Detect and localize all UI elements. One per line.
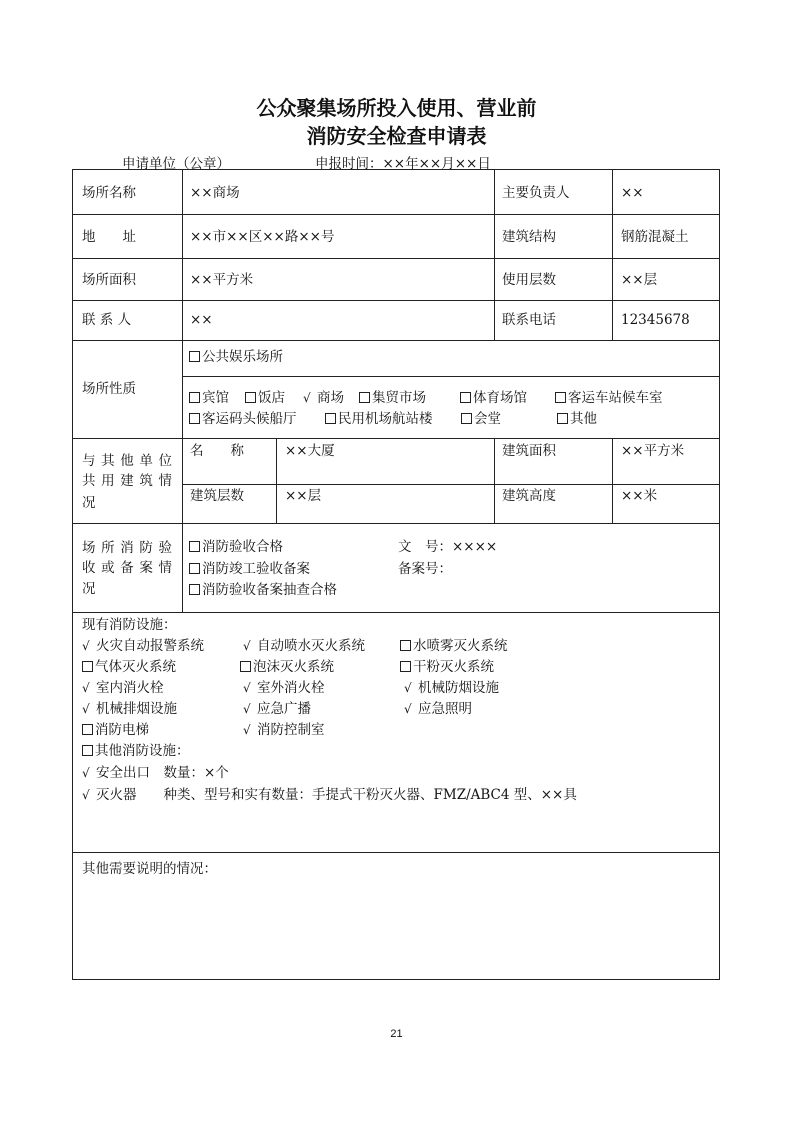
shared-area-value: ××平方米 bbox=[621, 443, 685, 459]
col-divider bbox=[612, 438, 613, 523]
row-divider bbox=[72, 214, 720, 215]
address-label: 地 址 bbox=[82, 229, 136, 245]
check-mark-icon: √ bbox=[243, 723, 251, 737]
checkbox-empty bbox=[82, 724, 93, 735]
option-item bbox=[245, 389, 285, 407]
checkbox-empty bbox=[359, 392, 370, 403]
checkbox-empty bbox=[82, 661, 93, 672]
option-item bbox=[400, 637, 508, 655]
shared-area-label: 建筑面积 bbox=[502, 443, 556, 459]
other-facilities: 其他消防设施： bbox=[82, 742, 190, 760]
check-mark-icon: √ bbox=[82, 702, 90, 716]
facilities-heading: 现有消防设施： bbox=[82, 617, 177, 633]
row-divider bbox=[72, 852, 720, 853]
form-title-line1: 公众聚集场所投入使用、营业前 bbox=[256, 96, 537, 120]
option-item bbox=[243, 637, 365, 655]
shared-floors-value: ××层 bbox=[285, 488, 322, 504]
check-mark-icon: √ bbox=[82, 681, 90, 695]
shared-building-label-3: 况 bbox=[82, 495, 96, 511]
check-mark-icon: √ bbox=[404, 702, 412, 716]
option-label: 泡沫灭火系统 bbox=[253, 659, 334, 675]
person-in-charge-value: ×× bbox=[621, 185, 644, 201]
option-item bbox=[189, 410, 297, 428]
checkbox-empty bbox=[189, 563, 200, 574]
acceptance-label-3: 况 bbox=[82, 581, 96, 597]
checkbox-empty bbox=[189, 351, 200, 362]
check-mark-icon: √ bbox=[243, 681, 251, 695]
option-label: 商场 bbox=[317, 390, 344, 406]
option-item bbox=[189, 389, 229, 407]
option-label: 干粉灭火系统 bbox=[413, 659, 494, 675]
check-mark-icon: √ bbox=[82, 766, 90, 780]
option-item bbox=[82, 721, 149, 739]
col-divider bbox=[612, 169, 613, 340]
check-mark-icon: √ bbox=[303, 391, 311, 405]
shared-name-label: 名 称 bbox=[190, 443, 244, 459]
option-item bbox=[461, 410, 501, 428]
option-label: 机械排烟设施 bbox=[96, 701, 177, 717]
venue-nature-label: 场所性质 bbox=[82, 381, 136, 397]
row-divider bbox=[182, 376, 720, 377]
checkbox-empty bbox=[400, 661, 411, 672]
report-date: 申报时间：××年××月××日 bbox=[315, 156, 491, 172]
row-divider bbox=[72, 612, 720, 613]
option-label: 室外消火栓 bbox=[257, 680, 325, 696]
option-label: 集贸市场 bbox=[372, 390, 426, 406]
checkbox-empty bbox=[245, 392, 256, 403]
checkbox-empty bbox=[461, 413, 472, 424]
option-label: 气体灭火系统 bbox=[95, 659, 176, 675]
row-divider bbox=[72, 258, 720, 259]
option-label: 水喷雾灭火系统 bbox=[413, 638, 508, 654]
option-label: 其他 bbox=[570, 411, 597, 427]
option-label: 消防电梯 bbox=[95, 722, 149, 738]
option-item bbox=[82, 679, 164, 697]
checkbox-empty bbox=[325, 413, 336, 424]
option-item bbox=[404, 700, 472, 718]
option-label: 会堂 bbox=[474, 411, 501, 427]
acceptance-label-1: 场所消防验 bbox=[82, 540, 172, 556]
other-notes-label: 其他需要说明的情况： bbox=[82, 861, 217, 877]
applicant-unit: 申请单位（公章） bbox=[122, 156, 230, 172]
row-divider bbox=[72, 523, 720, 524]
check-mark-icon: √ bbox=[82, 639, 90, 653]
row-divider bbox=[72, 300, 720, 301]
shared-height-label: 建筑高度 bbox=[502, 488, 556, 504]
checkbox-empty bbox=[557, 413, 568, 424]
option-label: 室内消火栓 bbox=[96, 680, 164, 696]
option-label: 饭店 bbox=[258, 390, 285, 406]
option-item bbox=[359, 389, 426, 407]
option-label: 客运码头候船厅 bbox=[202, 411, 297, 427]
floors-used-value: ××层 bbox=[621, 272, 658, 288]
phone-label: 联系电话 bbox=[502, 312, 556, 328]
option-label: 火灾自动报警系统 bbox=[96, 638, 204, 654]
option-item bbox=[243, 679, 325, 697]
public-entertainment-option: 公共娱乐场所 bbox=[189, 348, 283, 366]
option-item bbox=[325, 410, 433, 428]
option-label: 民用机场航站楼 bbox=[338, 411, 433, 427]
checkbox-empty bbox=[189, 584, 200, 595]
option-item bbox=[243, 721, 325, 739]
option-item bbox=[460, 389, 527, 407]
venue-area-value: ××平方米 bbox=[190, 272, 254, 288]
contact-value: ×× bbox=[190, 312, 213, 328]
checkbox-empty bbox=[555, 392, 566, 403]
acceptance-option-1: 消防验收合格 bbox=[189, 538, 283, 556]
row-divider bbox=[72, 340, 720, 341]
row-divider bbox=[182, 484, 720, 485]
option-item bbox=[557, 410, 597, 428]
option-item bbox=[82, 658, 176, 676]
acceptance-option-3: 消防验收备案抽查合格 bbox=[189, 581, 337, 599]
person-in-charge-label: 主要负责人 bbox=[502, 185, 570, 201]
checkbox-empty bbox=[189, 413, 200, 424]
check-mark-icon: √ bbox=[243, 702, 251, 716]
address-value: ××市××区××路××号 bbox=[190, 229, 335, 245]
row-divider bbox=[72, 438, 720, 439]
checkbox-empty bbox=[189, 392, 200, 403]
option-item bbox=[82, 700, 177, 718]
option-item bbox=[243, 700, 311, 718]
building-structure-label: 建筑结构 bbox=[502, 229, 556, 245]
option-item bbox=[404, 679, 499, 697]
option-label: 消防控制室 bbox=[257, 722, 325, 738]
safety-exit: √ 安全出口 数量：×个 bbox=[82, 765, 229, 781]
col-divider bbox=[494, 169, 495, 340]
option-item bbox=[400, 658, 494, 676]
contact-label: 联 系 人 bbox=[82, 312, 132, 328]
venue-area-label: 场所面积 bbox=[82, 272, 136, 288]
col-divider bbox=[182, 169, 183, 612]
option-label: 宾馆 bbox=[202, 390, 229, 406]
option-label: 机械防烟设施 bbox=[418, 680, 499, 696]
acceptance-label-2: 收或备案情 bbox=[82, 560, 172, 576]
checkbox-empty bbox=[240, 661, 251, 672]
option-item bbox=[303, 389, 344, 407]
acceptance-option-2: 消防竣工验收备案 bbox=[189, 560, 310, 578]
venue-name-value: ××商场 bbox=[190, 185, 240, 201]
checkbox-empty bbox=[460, 392, 471, 403]
check-mark-icon: √ bbox=[404, 681, 412, 695]
option-label: 应急广播 bbox=[257, 701, 311, 717]
shared-height-value: ××米 bbox=[621, 488, 658, 504]
shared-building-label-2: 共用建筑情 bbox=[82, 473, 172, 489]
extinguisher-info: √ 灭火器 种类、型号和实有数量：手提式干粉灭火器、FMZ/ABC4 型、××具 bbox=[82, 787, 577, 803]
document-number: 文 号：×××× bbox=[398, 539, 498, 555]
form-title-line2: 消防安全检查申请表 bbox=[306, 124, 487, 148]
venue-name-label: 场所名称 bbox=[82, 185, 136, 201]
option-label: 客运车站候车室 bbox=[568, 390, 663, 406]
option-label: 应急照明 bbox=[418, 701, 472, 717]
checkbox-empty bbox=[82, 745, 93, 756]
page-number: 21 bbox=[390, 1028, 403, 1040]
option-item bbox=[240, 658, 334, 676]
record-number: 备案号： bbox=[398, 561, 452, 577]
shared-building-label-1: 与其他单位 bbox=[82, 453, 172, 469]
building-structure-value: 钢筋混凝土 bbox=[621, 229, 689, 245]
shared-name-value: ××大厦 bbox=[285, 443, 335, 459]
col-divider bbox=[276, 438, 277, 523]
check-mark-icon: √ bbox=[243, 639, 251, 653]
checkbox-empty bbox=[189, 541, 200, 552]
option-item bbox=[82, 637, 204, 655]
option-item bbox=[555, 389, 663, 407]
phone-value: 12345678 bbox=[621, 312, 690, 328]
floors-used-label: 使用层数 bbox=[502, 272, 556, 288]
option-label: 体育场馆 bbox=[473, 390, 527, 406]
col-divider bbox=[494, 438, 495, 523]
checkbox-empty bbox=[400, 640, 411, 651]
check-mark-icon: √ bbox=[82, 788, 90, 802]
option-label: 自动喷水灭火系统 bbox=[257, 638, 365, 654]
shared-floors-label: 建筑层数 bbox=[190, 488, 244, 504]
